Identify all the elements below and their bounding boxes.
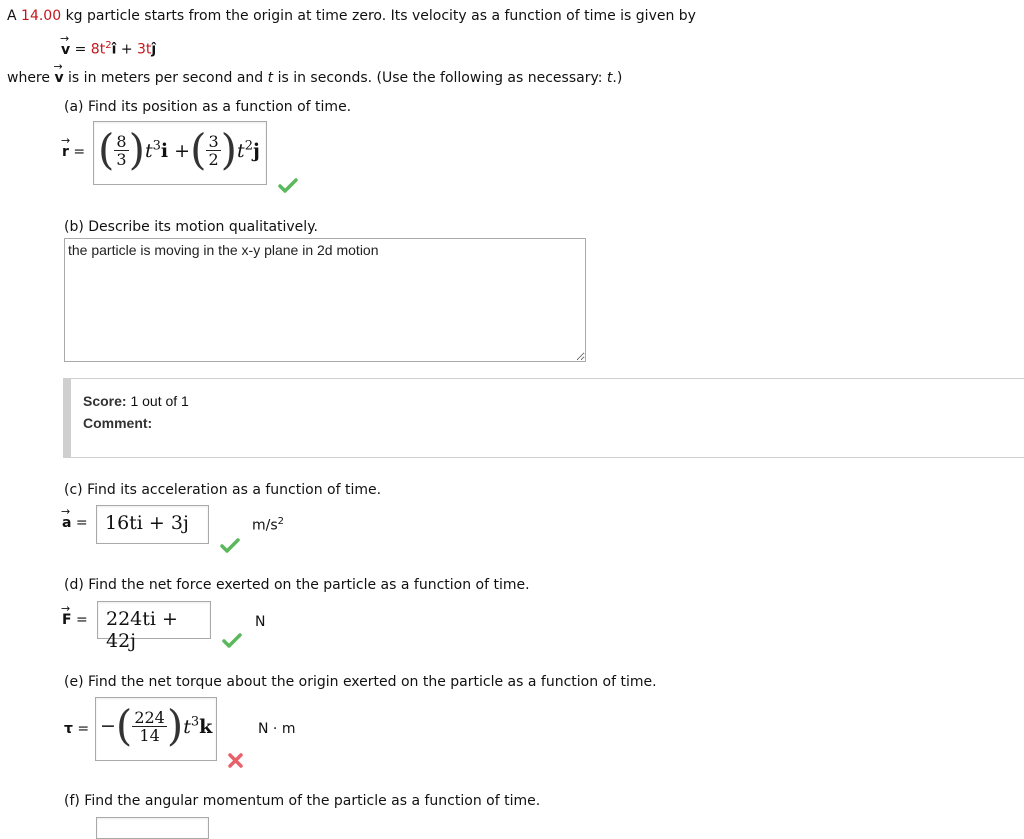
term2-exp: 2 [244,138,253,154]
frac2-den: 2 [208,149,219,169]
velocity-unit-i: î [111,41,117,58]
velocity-plus: + [116,41,138,58]
torque-symbol: τ [64,721,73,737]
velocity-term2: 3t [137,41,152,58]
question-f: (f) Find the angular momentum of the particle as a function of time. [64,793,541,809]
intro-suffix: kg particle starts from the origin at time zero. Its velocity as a function of time is given by [61,8,696,24]
fraction-8-3 [114,133,128,168]
intro-prefix: A [7,8,22,24]
frac1-num: 8 [116,131,127,151]
frac3-num: 224 [134,707,165,727]
where-t2: t [606,70,613,86]
acceleration-eq-sign: = [71,515,88,531]
term2-t: t [237,139,245,162]
term1-unit: i [160,139,169,162]
torque-expression [100,701,213,750]
where-end: .) [612,70,623,86]
score-label: Score: [83,393,127,409]
answer-box-d[interactable] [97,601,211,652]
velocity-term1: 8t [90,41,106,58]
score-line [83,393,189,409]
acceleration-unit-exp: 2 [277,516,285,527]
position-expression [98,125,260,174]
answer-textarea-b[interactable] [64,238,586,362]
term1-t: t [144,139,153,162]
torque-unit-k: k [199,715,213,738]
force-vector-symbol: → F [62,612,72,628]
answer-box-f[interactable] [96,817,209,839]
x-mark-icon [228,753,243,768]
answer-box-e[interactable] [95,697,217,761]
where-t: t [267,70,274,86]
velocity-vector-symbol-2: → v [54,70,63,86]
right-paren-2: ) [220,125,238,174]
fraction-3-2 [206,133,220,168]
problem-intro [7,8,696,24]
check-icon [278,178,298,193]
position-eq-sign: = [68,144,86,160]
velocity-equation [61,40,156,58]
score-value: 1 out of 1 [126,393,189,409]
torque-exp: 3 [190,714,200,730]
position-vector-symbol: → r [62,144,69,160]
where-line [7,70,622,86]
score-box [63,378,1024,458]
left-paren: ( [98,125,115,174]
acceleration-vector-symbol: → a [62,515,71,531]
left-paren-2: ( [190,125,207,174]
velocity-exp1: 2 [105,40,112,51]
right-paren: ) [128,125,145,174]
answer-box-c[interactable] [96,505,209,544]
frac2-num: 3 [208,131,219,151]
question-d: (d) Find the net force exerted on the particle as a function of time. [64,577,530,593]
term2-unit: j [252,139,260,162]
left-paren-3: ( [115,701,133,750]
plus-sign: + [174,139,191,162]
torque-unit: N · m [258,721,296,737]
where-mid: is in meters per second and [63,70,268,86]
force-eq-sign: = [71,612,88,628]
right-paren-3: ) [166,701,184,750]
torque-t: t [183,715,191,738]
acceleration-answer: 16ti + 3j [105,512,189,534]
comment-label: Comment: [83,415,153,431]
where-suffix: is in seconds. (Use the following as necessary: [273,70,607,86]
frac3-den: 14 [139,725,160,745]
comment-line [83,415,152,431]
question-a: (a) Find its position as a function of time. [64,99,352,115]
velocity-vector-symbol: → v [61,42,70,58]
position-lhs [62,144,85,160]
mass-value: 14.00 [21,8,62,24]
question-e: (e) Find the net torque about the origin exerted on the particle as a function of time. [64,674,657,690]
acceleration-unit-text: m/s [252,517,278,534]
torque-lhs [64,721,89,737]
acceleration-unit [252,516,284,534]
torque-sign: − [100,715,116,737]
question-c: (c) Find its acceleration as a function of time. [64,482,382,498]
check-icon [222,633,242,648]
force-lhs [62,612,88,628]
force-unit: N [255,614,266,630]
velocity-unit-j: ĵ [151,41,157,58]
acceleration-lhs [62,515,88,531]
fraction-224-14 [132,709,167,744]
velocity-eq-sign: = [70,41,91,58]
term1-exp: 3 [152,138,161,154]
answer-box-a[interactable] [93,121,267,185]
torque-eq-sign: = [72,721,90,737]
frac1-den: 3 [116,149,127,169]
where-prefix: where [7,70,55,86]
question-b: (b) Describe its motion qualitatively. [64,219,318,235]
check-icon [220,538,240,553]
force-answer: 224ti + 42j [106,608,178,652]
